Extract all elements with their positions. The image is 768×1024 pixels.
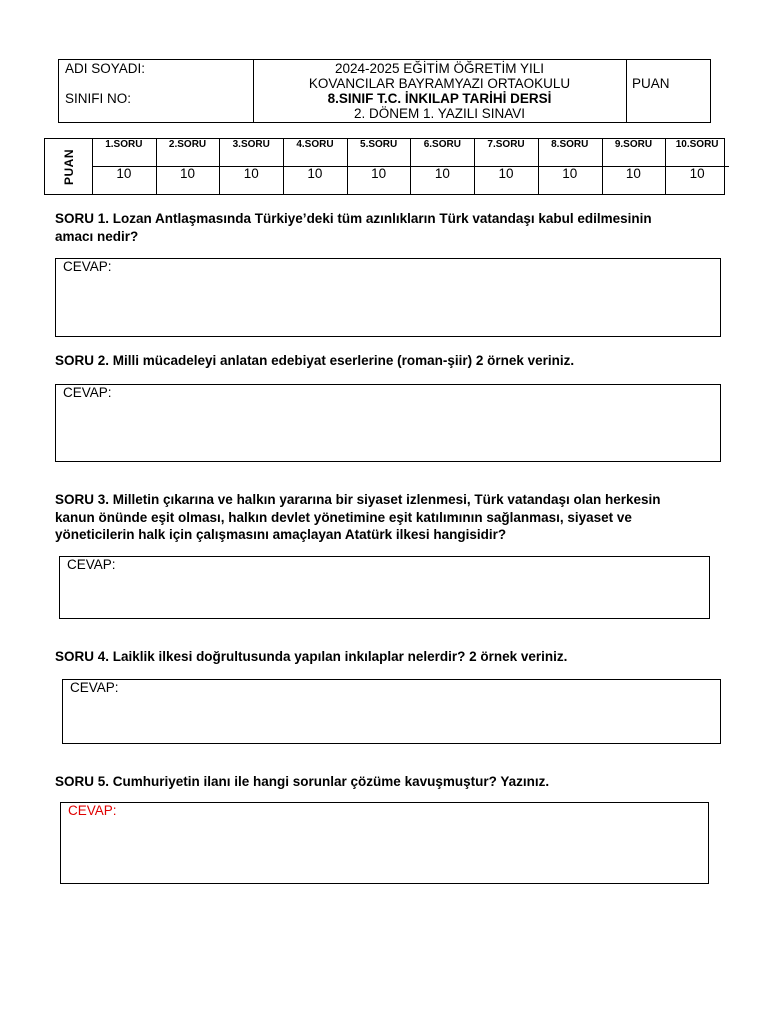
year-line: 2024-2025 EĞİTİM ÖĞRETİM YILI (334, 61, 545, 76)
score-column-5 (347, 139, 412, 194)
answer-box-4[interactable] (62, 679, 721, 744)
question-5 (55, 773, 715, 791)
score-column-points: 10 (689, 166, 705, 181)
score-column-points: 10 (562, 166, 578, 181)
score-column-header: 10.SORU (665, 139, 729, 167)
score-column-points: 10 (180, 166, 196, 181)
score-column-7 (474, 139, 539, 194)
school-line: KOVANCILAR BAYRAMYAZI ORTAOKULU (308, 76, 571, 91)
answer-label-5: CEVAP: (68, 803, 117, 818)
question-3-line-2: kanun önünde eşit olması, halkın devlet yönetimine eşit katılımının sağlanması, siyaset ve (55, 509, 632, 525)
score-column-header: 1.SORU (92, 139, 156, 167)
score-column-header: 5.SORU (347, 139, 411, 167)
question-1-line-1: SORU 1. Lozan Antlaşmasında Türkiye’deki tüm azınlıkların Türk vatandaşı kabul edilmesinin (55, 211, 652, 226)
question-3-line-3: yöneticilerin halk için çalışmasını amaçlayan Atatürk ilkesi hangisidir? (55, 527, 507, 542)
score-column-points: 10 (116, 166, 132, 181)
student-info-cell (59, 60, 254, 122)
score-column-header: 7.SORU (474, 139, 538, 167)
answer-label-1: CEVAP: (63, 259, 112, 274)
question-3 (55, 491, 715, 544)
score-cell (626, 60, 711, 122)
question-2-line-1: SORU 2. Milli mücadeleyi anlatan edebiyat eserlerine (roman-şiir) 2 örnek veriniz. (55, 353, 575, 368)
answer-box-2[interactable] (55, 384, 721, 462)
question-1 (55, 210, 715, 245)
question-1-line-2: amacı nedir? (55, 228, 139, 244)
score-column-header: 6.SORU (411, 139, 475, 167)
exam-title-cell (253, 60, 627, 123)
answer-label-4: CEVAP: (70, 680, 119, 695)
score-column-10 (665, 139, 729, 194)
score-column-4 (283, 139, 348, 194)
exam-header-table (58, 59, 711, 123)
score-table-label: PUAN (61, 148, 76, 185)
score-column-1 (92, 139, 157, 194)
score-column-header: 9.SORU (602, 139, 666, 167)
score-column-2 (156, 139, 221, 194)
answer-box-1[interactable] (55, 258, 721, 337)
score-column-8 (538, 139, 603, 194)
score-column-header: 2.SORU (156, 139, 220, 167)
score-label: PUAN (632, 76, 670, 91)
score-column-points: 10 (625, 166, 641, 181)
course-line: 8.SINIF T.C. İNKILAP TARİHİ DERSİ (327, 91, 552, 106)
score-column-3 (219, 139, 284, 194)
score-column-points: 10 (434, 166, 450, 181)
score-column-9 (602, 139, 667, 194)
score-table-label-cell (45, 139, 93, 194)
answer-label-2: CEVAP: (63, 385, 112, 400)
score-column-header: 3.SORU (219, 139, 283, 167)
score-column-header: 8.SORU (538, 139, 602, 167)
answer-label-3: CEVAP: (67, 557, 116, 572)
answer-box-3[interactable] (59, 556, 710, 619)
score-column-6 (411, 139, 476, 194)
score-column-points: 10 (371, 166, 387, 181)
score-column-points: 10 (243, 166, 259, 181)
exam-line: 2. DÖNEM 1. YAZILI SINAVI (353, 106, 526, 121)
question-2 (55, 352, 715, 370)
answer-box-5[interactable] (60, 802, 709, 884)
score-column-header: 4.SORU (283, 139, 347, 167)
score-column-points: 10 (307, 166, 323, 181)
question-5-line-1: SORU 5. Cumhuriyetin ilanı ile hangi sorunlar çözüme kavuşmuştur? Yazınız. (55, 774, 550, 789)
question-4 (55, 648, 715, 666)
score-table (44, 138, 725, 195)
score-column-points: 10 (498, 166, 514, 181)
class-label: SINIFI NO: (65, 91, 132, 106)
question-4-line-1: SORU 4. Laiklik ilkesi doğrultusunda yapılan inkılaplar nelerdir? 2 örnek veriniz. (55, 649, 568, 664)
question-3-line-1: SORU 3. Milletin çıkarına ve halkın yararına bir siyaset izlenmesi, Türk vatandaşı olan herkesin (55, 492, 661, 507)
name-label: ADI SOYADI: (65, 61, 146, 76)
